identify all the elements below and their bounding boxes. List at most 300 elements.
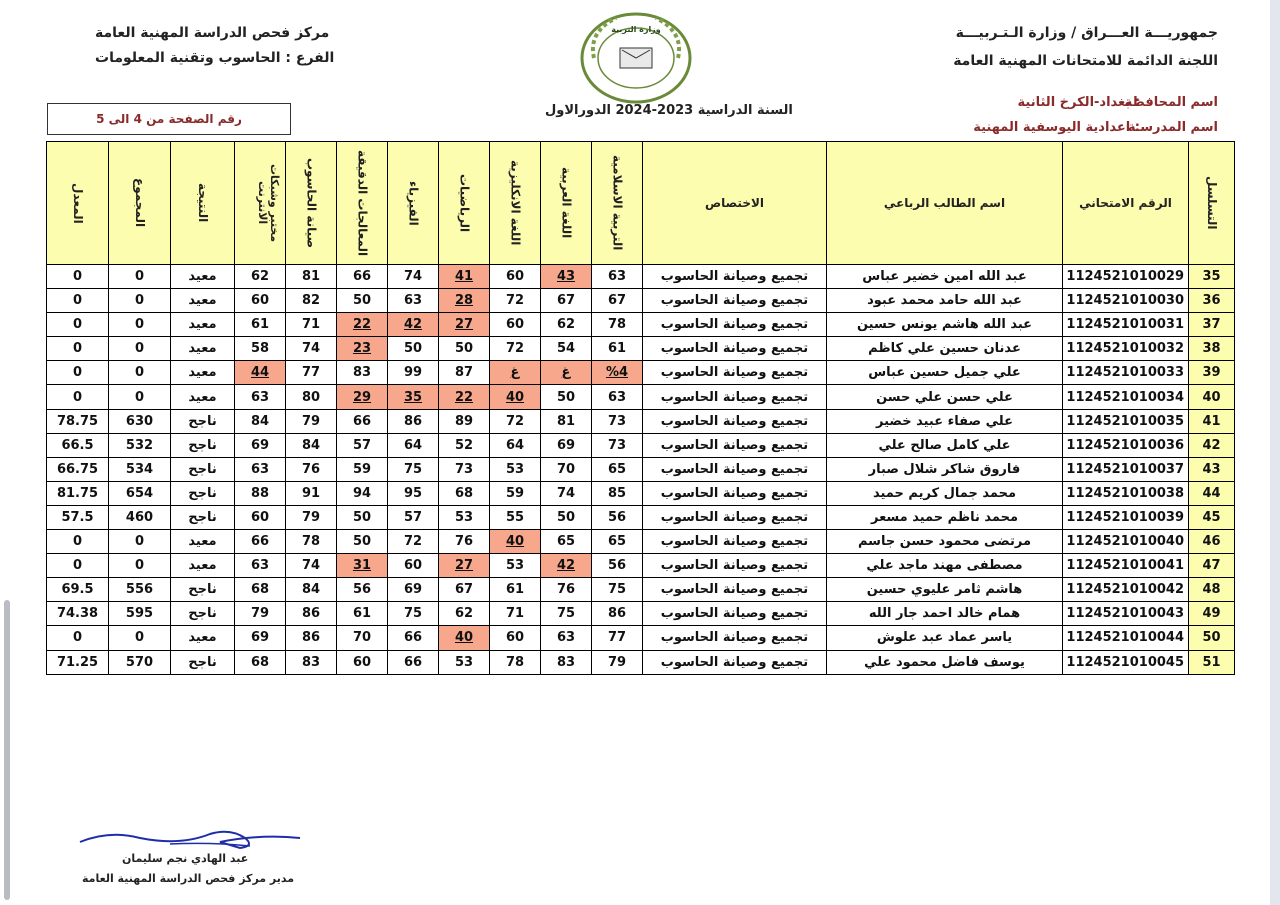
cell-exam-number: 1124521010037 bbox=[1063, 457, 1189, 481]
cell-grade-math: 40 bbox=[439, 626, 490, 650]
cell-specialization: تجميع وصيانة الحاسوب bbox=[643, 409, 827, 433]
cell-grade-english: 61 bbox=[490, 578, 541, 602]
cell-grade-math: 67 bbox=[439, 578, 490, 602]
cell-result: معيد bbox=[171, 313, 235, 337]
table-row bbox=[47, 626, 1235, 650]
table-row bbox=[47, 530, 1235, 554]
cell-seq: 49 bbox=[1189, 602, 1235, 626]
cell-total: 0 bbox=[109, 554, 171, 578]
table-row bbox=[47, 289, 1235, 313]
cell-grade-physics: 66 bbox=[388, 626, 439, 650]
cell-seq: 38 bbox=[1189, 337, 1235, 361]
col-english: اللغة الانكليزية bbox=[490, 142, 541, 265]
cell-grade-physics: 86 bbox=[388, 409, 439, 433]
cell-exam-number: 1124521010039 bbox=[1063, 505, 1189, 529]
cell-grade-networks-lab: 69 bbox=[235, 626, 286, 650]
cell-grade-islamic: 79 bbox=[592, 650, 643, 674]
window-edge bbox=[1270, 0, 1280, 905]
cell-grade-islamic: 63 bbox=[592, 385, 643, 409]
cell-grade-english: 71 bbox=[490, 602, 541, 626]
cell-grade-physics: 66 bbox=[388, 650, 439, 674]
col-exam-number: الرقم الامتحاني bbox=[1063, 142, 1189, 265]
cell-grade-maintenance: 83 bbox=[286, 650, 337, 674]
col-average: المعدل bbox=[47, 142, 109, 265]
cell-grade-math: 53 bbox=[439, 650, 490, 674]
cell-student-name: عبد الله هاشم يونس حسين bbox=[827, 313, 1063, 337]
cell-seq: 47 bbox=[1189, 554, 1235, 578]
cell-grade-microprocessors: 23 bbox=[337, 337, 388, 361]
cell-total: 0 bbox=[109, 626, 171, 650]
cell-grade-networks-lab: 60 bbox=[235, 289, 286, 313]
cell-grade-physics: 60 bbox=[388, 554, 439, 578]
cell-result: ناجح bbox=[171, 457, 235, 481]
cell-grade-english: 40 bbox=[490, 530, 541, 554]
cell-result: معيد bbox=[171, 530, 235, 554]
cell-exam-number: 1124521010033 bbox=[1063, 361, 1189, 385]
cell-average: 0 bbox=[47, 313, 109, 337]
cell-specialization: تجميع وصيانة الحاسوب bbox=[643, 650, 827, 674]
col-specialization: الاختصاص bbox=[643, 142, 827, 265]
cell-grade-microprocessors: 94 bbox=[337, 481, 388, 505]
cell-average: 0 bbox=[47, 530, 109, 554]
cell-average: 0 bbox=[47, 337, 109, 361]
cell-seq: 36 bbox=[1189, 289, 1235, 313]
cell-average: 78.75 bbox=[47, 409, 109, 433]
cell-grade-maintenance: 71 bbox=[286, 313, 337, 337]
cell-grade-arabic: 67 bbox=[541, 289, 592, 313]
cell-student-name: علي صفاء عبيد خضير bbox=[827, 409, 1063, 433]
cell-student-name: محمد جمال كريم حميد bbox=[827, 481, 1063, 505]
cell-specialization: تجميع وصيانة الحاسوب bbox=[643, 313, 827, 337]
cell-grade-arabic: 69 bbox=[541, 433, 592, 457]
cell-specialization: تجميع وصيانة الحاسوب bbox=[643, 385, 827, 409]
cell-seq: 40 bbox=[1189, 385, 1235, 409]
cell-total: 0 bbox=[109, 530, 171, 554]
cell-grade-maintenance: 91 bbox=[286, 481, 337, 505]
cell-total: 595 bbox=[109, 602, 171, 626]
cell-exam-number: 1124521010031 bbox=[1063, 313, 1189, 337]
cell-grade-english: 72 bbox=[490, 337, 541, 361]
grades-table bbox=[46, 141, 1235, 675]
cell-seq: 50 bbox=[1189, 626, 1235, 650]
cell-specialization: تجميع وصيانة الحاسوب bbox=[643, 481, 827, 505]
cell-grade-english: 40 bbox=[490, 385, 541, 409]
table-row bbox=[47, 457, 1235, 481]
col-islamic: التربية الاسلامية bbox=[592, 142, 643, 265]
cell-grade-networks-lab: 84 bbox=[235, 409, 286, 433]
cell-student-name: مرتضى محمود حسن جاسم bbox=[827, 530, 1063, 554]
cell-grade-microprocessors: 70 bbox=[337, 626, 388, 650]
cell-grade-math: 87 bbox=[439, 361, 490, 385]
cell-grade-english: 60 bbox=[490, 626, 541, 650]
cell-grade-networks-lab: 63 bbox=[235, 385, 286, 409]
cell-grade-networks-lab: 66 bbox=[235, 530, 286, 554]
cell-seq: 35 bbox=[1189, 265, 1235, 289]
cell-average: 0 bbox=[47, 361, 109, 385]
cell-grade-maintenance: 84 bbox=[286, 578, 337, 602]
cell-total: 534 bbox=[109, 457, 171, 481]
col-arabic: اللغة العربية bbox=[541, 142, 592, 265]
cell-student-name: يوسف فاضل محمود علي bbox=[827, 650, 1063, 674]
cell-grade-math: 68 bbox=[439, 481, 490, 505]
cell-grade-maintenance: 74 bbox=[286, 337, 337, 361]
cell-grade-networks-lab: 68 bbox=[235, 578, 286, 602]
cell-seq: 48 bbox=[1189, 578, 1235, 602]
cell-grade-maintenance: 77 bbox=[286, 361, 337, 385]
ministry-logo bbox=[580, 12, 692, 104]
cell-grade-microprocessors: 57 bbox=[337, 433, 388, 457]
cell-average: 71.25 bbox=[47, 650, 109, 674]
cell-grade-maintenance: 82 bbox=[286, 289, 337, 313]
cell-grade-english: 60 bbox=[490, 313, 541, 337]
cell-average: 0 bbox=[47, 626, 109, 650]
cell-grade-english: 53 bbox=[490, 457, 541, 481]
table-row bbox=[47, 650, 1235, 674]
cell-seq: 44 bbox=[1189, 481, 1235, 505]
cell-specialization: تجميع وصيانة الحاسوب bbox=[643, 361, 827, 385]
branch-title: الفرع : الحاسوب وتقنية المعلومات bbox=[95, 50, 335, 66]
cell-average: 66.5 bbox=[47, 433, 109, 457]
cell-exam-number: 1124521010038 bbox=[1063, 481, 1189, 505]
cell-grade-physics: 42 bbox=[388, 313, 439, 337]
table-row bbox=[47, 313, 1235, 337]
cell-grade-networks-lab: 62 bbox=[235, 265, 286, 289]
cell-grade-maintenance: 84 bbox=[286, 433, 337, 457]
cell-grade-islamic: 73 bbox=[592, 409, 643, 433]
cell-exam-number: 1124521010035 bbox=[1063, 409, 1189, 433]
cell-student-name: عبد الله حامد محمد عبود bbox=[827, 289, 1063, 313]
cell-exam-number: 1124521010042 bbox=[1063, 578, 1189, 602]
school-value: : اعدادية اليوسفية المهنية bbox=[973, 120, 1140, 135]
cell-result: معيد bbox=[171, 385, 235, 409]
table-row bbox=[47, 554, 1235, 578]
cell-exam-number: 1124521010040 bbox=[1063, 530, 1189, 554]
cell-student-name: علي حسن علي حسن bbox=[827, 385, 1063, 409]
cell-grade-islamic: 56 bbox=[592, 505, 643, 529]
cell-student-name: علي جميل حسين عباس bbox=[827, 361, 1063, 385]
col-math: الرياضيات bbox=[439, 142, 490, 265]
cell-grade-arabic: 81 bbox=[541, 409, 592, 433]
cell-grade-english: غ bbox=[490, 361, 541, 385]
cell-grade-microprocessors: 50 bbox=[337, 530, 388, 554]
cell-average: 0 bbox=[47, 265, 109, 289]
table-row bbox=[47, 361, 1235, 385]
cell-average: 0 bbox=[47, 385, 109, 409]
cell-result: ناجح bbox=[171, 433, 235, 457]
cell-seq: 43 bbox=[1189, 457, 1235, 481]
cell-grade-islamic: 56 bbox=[592, 554, 643, 578]
cell-grade-maintenance: 78 bbox=[286, 530, 337, 554]
cell-specialization: تجميع وصيانة الحاسوب bbox=[643, 530, 827, 554]
cell-specialization: تجميع وصيانة الحاسوب bbox=[643, 626, 827, 650]
cell-grade-arabic: 63 bbox=[541, 626, 592, 650]
cell-exam-number: 1124521010036 bbox=[1063, 433, 1189, 457]
cell-result: معيد bbox=[171, 554, 235, 578]
academic-year: السنة الدراسية 2023-2024 الدورالاول bbox=[545, 103, 793, 118]
cell-average: 0 bbox=[47, 289, 109, 313]
cell-grade-arabic: 43 bbox=[541, 265, 592, 289]
cell-specialization: تجميع وصيانة الحاسوب bbox=[643, 289, 827, 313]
signatory-name: عبد الهادي نجم سليمان bbox=[122, 852, 249, 865]
table-row bbox=[47, 337, 1235, 361]
cell-grade-math: 28 bbox=[439, 289, 490, 313]
cell-grade-islamic: 77 bbox=[592, 626, 643, 650]
cell-total: 654 bbox=[109, 481, 171, 505]
cell-grade-physics: 64 bbox=[388, 433, 439, 457]
cell-grade-microprocessors: 29 bbox=[337, 385, 388, 409]
cell-average: 74.38 bbox=[47, 602, 109, 626]
cell-grade-microprocessors: 22 bbox=[337, 313, 388, 337]
cell-total: 460 bbox=[109, 505, 171, 529]
cell-grade-english: 55 bbox=[490, 505, 541, 529]
ministry-title: جمهوريـــة العـــراق / وزارة الـتـربيـــة bbox=[955, 25, 1218, 41]
cell-grade-physics: 35 bbox=[388, 385, 439, 409]
cell-student-name: فاروق شاكر شلال صبار bbox=[827, 457, 1063, 481]
table-header-row bbox=[47, 142, 1235, 265]
cell-exam-number: 1124521010041 bbox=[1063, 554, 1189, 578]
cell-grade-math: 41 bbox=[439, 265, 490, 289]
cell-grade-microprocessors: 56 bbox=[337, 578, 388, 602]
cell-grade-physics: 75 bbox=[388, 457, 439, 481]
cell-grade-physics: 75 bbox=[388, 602, 439, 626]
col-microprocessors: المعالجات الدقيقة bbox=[337, 142, 388, 265]
cell-exam-number: 1124521010044 bbox=[1063, 626, 1189, 650]
province-value: : بغداد-الكرخ الثانية bbox=[1017, 95, 1140, 110]
cell-result: ناجح bbox=[171, 409, 235, 433]
cell-grade-english: 72 bbox=[490, 409, 541, 433]
cell-grade-maintenance: 79 bbox=[286, 409, 337, 433]
cell-result: ناجح bbox=[171, 650, 235, 674]
col-maintenance: صيانة الحاسوب bbox=[286, 142, 337, 265]
cell-seq: 46 bbox=[1189, 530, 1235, 554]
cell-grade-arabic: 83 bbox=[541, 650, 592, 674]
cell-total: 630 bbox=[109, 409, 171, 433]
col-physics: الفيزياء bbox=[388, 142, 439, 265]
table-row bbox=[47, 385, 1235, 409]
cell-total: 556 bbox=[109, 578, 171, 602]
cell-specialization: تجميع وصيانة الحاسوب bbox=[643, 505, 827, 529]
cell-grade-networks-lab: 88 bbox=[235, 481, 286, 505]
cell-result: ناجح bbox=[171, 578, 235, 602]
cell-grade-islamic: %4 bbox=[592, 361, 643, 385]
cell-exam-number: 1124521010032 bbox=[1063, 337, 1189, 361]
cell-grade-networks-lab: 58 bbox=[235, 337, 286, 361]
cell-result: ناجح bbox=[171, 481, 235, 505]
cell-grade-english: 72 bbox=[490, 289, 541, 313]
cell-grade-maintenance: 81 bbox=[286, 265, 337, 289]
cell-specialization: تجميع وصيانة الحاسوب bbox=[643, 265, 827, 289]
col-seq: التسلسل bbox=[1189, 142, 1235, 265]
cell-grade-islamic: 85 bbox=[592, 481, 643, 505]
cell-specialization: تجميع وصيانة الحاسوب bbox=[643, 337, 827, 361]
cell-student-name: مصطفى مهند ماجد علي bbox=[827, 554, 1063, 578]
cell-exam-number: 1124521010034 bbox=[1063, 385, 1189, 409]
col-student-name: اسم الطالب الرباعي bbox=[827, 142, 1063, 265]
cell-grade-maintenance: 86 bbox=[286, 602, 337, 626]
cell-grade-english: 53 bbox=[490, 554, 541, 578]
cell-grade-networks-lab: 68 bbox=[235, 650, 286, 674]
cell-grade-physics: 50 bbox=[388, 337, 439, 361]
cell-grade-microprocessors: 66 bbox=[337, 265, 388, 289]
cell-result: معيد bbox=[171, 361, 235, 385]
table-row bbox=[47, 602, 1235, 626]
cell-grade-physics: 74 bbox=[388, 265, 439, 289]
cell-grade-islamic: 86 bbox=[592, 602, 643, 626]
cell-grade-math: 52 bbox=[439, 433, 490, 457]
cell-exam-number: 1124521010045 bbox=[1063, 650, 1189, 674]
province-label: اسم المحافظة bbox=[1124, 95, 1218, 110]
cell-average: 66.75 bbox=[47, 457, 109, 481]
cell-grade-islamic: 67 bbox=[592, 289, 643, 313]
cell-total: 0 bbox=[109, 265, 171, 289]
cell-seq: 51 bbox=[1189, 650, 1235, 674]
cell-grade-english: 78 bbox=[490, 650, 541, 674]
cell-result: معيد bbox=[171, 289, 235, 313]
cell-seq: 39 bbox=[1189, 361, 1235, 385]
cell-grade-arabic: 62 bbox=[541, 313, 592, 337]
cell-seq: 41 bbox=[1189, 409, 1235, 433]
cell-result: معيد bbox=[171, 265, 235, 289]
cell-student-name: ياسر عماد عبد علوش bbox=[827, 626, 1063, 650]
table-row bbox=[47, 481, 1235, 505]
cell-grade-networks-lab: 79 bbox=[235, 602, 286, 626]
cell-exam-number: 1124521010030 bbox=[1063, 289, 1189, 313]
cell-grade-islamic: 78 bbox=[592, 313, 643, 337]
cell-average: 57.5 bbox=[47, 505, 109, 529]
cell-grade-physics: 69 bbox=[388, 578, 439, 602]
table-body bbox=[47, 265, 1235, 675]
cell-grade-arabic: 50 bbox=[541, 385, 592, 409]
cell-grade-networks-lab: 63 bbox=[235, 457, 286, 481]
col-networks-lab: مختبر وشبكات الانترنت bbox=[235, 142, 286, 265]
table-row bbox=[47, 505, 1235, 529]
cell-grade-microprocessors: 60 bbox=[337, 650, 388, 674]
cell-result: ناجح bbox=[171, 505, 235, 529]
cell-result: معيد bbox=[171, 337, 235, 361]
cell-average: 81.75 bbox=[47, 481, 109, 505]
cell-grade-math: 50 bbox=[439, 337, 490, 361]
cell-grade-microprocessors: 66 bbox=[337, 409, 388, 433]
school-label: اسم المدرسـة bbox=[1127, 120, 1218, 135]
table-row bbox=[47, 578, 1235, 602]
cell-grade-english: 59 bbox=[490, 481, 541, 505]
cell-grade-networks-lab: 44 bbox=[235, 361, 286, 385]
cell-student-name: هاشم ثامر عليوي حسين bbox=[827, 578, 1063, 602]
cell-grade-arabic: 74 bbox=[541, 481, 592, 505]
cell-grade-maintenance: 74 bbox=[286, 554, 337, 578]
cell-total: 0 bbox=[109, 337, 171, 361]
cell-grade-math: 27 bbox=[439, 313, 490, 337]
cell-seq: 42 bbox=[1189, 433, 1235, 457]
cell-grade-arabic: غ bbox=[541, 361, 592, 385]
cell-student-name: عدنان حسين علي كاظم bbox=[827, 337, 1063, 361]
col-result: النتيجة bbox=[171, 142, 235, 265]
cell-grade-networks-lab: 61 bbox=[235, 313, 286, 337]
cell-grade-arabic: 65 bbox=[541, 530, 592, 554]
cell-exam-number: 1124521010043 bbox=[1063, 602, 1189, 626]
cell-grade-math: 89 bbox=[439, 409, 490, 433]
cell-total: 0 bbox=[109, 289, 171, 313]
cell-specialization: تجميع وصيانة الحاسوب bbox=[643, 457, 827, 481]
cell-grade-physics: 57 bbox=[388, 505, 439, 529]
cell-total: 0 bbox=[109, 313, 171, 337]
cell-student-name: عبد الله امين خضير عباس bbox=[827, 265, 1063, 289]
cell-total: 532 bbox=[109, 433, 171, 457]
col-total: المجموع bbox=[109, 142, 171, 265]
cell-total: 0 bbox=[109, 385, 171, 409]
cell-total: 0 bbox=[109, 361, 171, 385]
cell-grade-maintenance: 76 bbox=[286, 457, 337, 481]
cell-grade-physics: 99 bbox=[388, 361, 439, 385]
cell-grade-math: 27 bbox=[439, 554, 490, 578]
cell-grade-networks-lab: 60 bbox=[235, 505, 286, 529]
cell-average: 0 bbox=[47, 554, 109, 578]
cell-grade-microprocessors: 50 bbox=[337, 289, 388, 313]
cell-exam-number: 1124521010029 bbox=[1063, 265, 1189, 289]
signatory-title: مدير مركز فحص الدراسة المهنية العامة bbox=[82, 872, 295, 885]
cell-grade-microprocessors: 31 bbox=[337, 554, 388, 578]
cell-grade-math: 62 bbox=[439, 602, 490, 626]
cell-grade-microprocessors: 61 bbox=[337, 602, 388, 626]
cell-grade-math: 22 bbox=[439, 385, 490, 409]
table-row bbox=[47, 265, 1235, 289]
cell-student-name: علي كامل صالح علي bbox=[827, 433, 1063, 457]
cell-grade-maintenance: 80 bbox=[286, 385, 337, 409]
logo-arabic-text: وزارة التربية bbox=[611, 25, 661, 34]
cell-average: 69.5 bbox=[47, 578, 109, 602]
cell-grade-microprocessors: 83 bbox=[337, 361, 388, 385]
table-row bbox=[47, 433, 1235, 457]
cell-grade-physics: 95 bbox=[388, 481, 439, 505]
cell-grade-english: 60 bbox=[490, 265, 541, 289]
cell-grade-islamic: 65 bbox=[592, 457, 643, 481]
cell-grade-microprocessors: 59 bbox=[337, 457, 388, 481]
center-title: مركز فحص الدراسة المهنية العامة bbox=[95, 25, 330, 41]
page-number-box: رقم الصفحة من 4 الى 5 bbox=[47, 103, 291, 135]
cell-result: ناجح bbox=[171, 602, 235, 626]
committee-title: اللجنة الدائمة للامتحانات المهنية العامة bbox=[953, 53, 1218, 69]
cell-grade-math: 76 bbox=[439, 530, 490, 554]
cell-grade-arabic: 75 bbox=[541, 602, 592, 626]
cell-specialization: تجميع وصيانة الحاسوب bbox=[643, 433, 827, 457]
cell-grade-islamic: 75 bbox=[592, 578, 643, 602]
cell-total: 570 bbox=[109, 650, 171, 674]
cell-student-name: همام خالد احمد جار الله bbox=[827, 602, 1063, 626]
table-row bbox=[47, 409, 1235, 433]
cell-grade-arabic: 70 bbox=[541, 457, 592, 481]
cell-grade-arabic: 50 bbox=[541, 505, 592, 529]
cell-specialization: تجميع وصيانة الحاسوب bbox=[643, 602, 827, 626]
cell-grade-networks-lab: 69 bbox=[235, 433, 286, 457]
cell-result: معيد bbox=[171, 626, 235, 650]
cell-grade-microprocessors: 50 bbox=[337, 505, 388, 529]
cell-grade-english: 64 bbox=[490, 433, 541, 457]
cell-grade-math: 53 bbox=[439, 505, 490, 529]
cell-student-name: محمد ناظم حميد مسعر bbox=[827, 505, 1063, 529]
cell-grade-maintenance: 79 bbox=[286, 505, 337, 529]
cell-grade-arabic: 54 bbox=[541, 337, 592, 361]
cell-grade-maintenance: 86 bbox=[286, 626, 337, 650]
cell-specialization: تجميع وصيانة الحاسوب bbox=[643, 578, 827, 602]
cell-grade-islamic: 61 bbox=[592, 337, 643, 361]
cell-grade-math: 73 bbox=[439, 457, 490, 481]
scrollbar[interactable] bbox=[4, 600, 10, 900]
cell-grade-islamic: 63 bbox=[592, 265, 643, 289]
cell-grade-networks-lab: 63 bbox=[235, 554, 286, 578]
cell-grade-islamic: 73 bbox=[592, 433, 643, 457]
cell-grade-physics: 63 bbox=[388, 289, 439, 313]
cell-grade-islamic: 65 bbox=[592, 530, 643, 554]
